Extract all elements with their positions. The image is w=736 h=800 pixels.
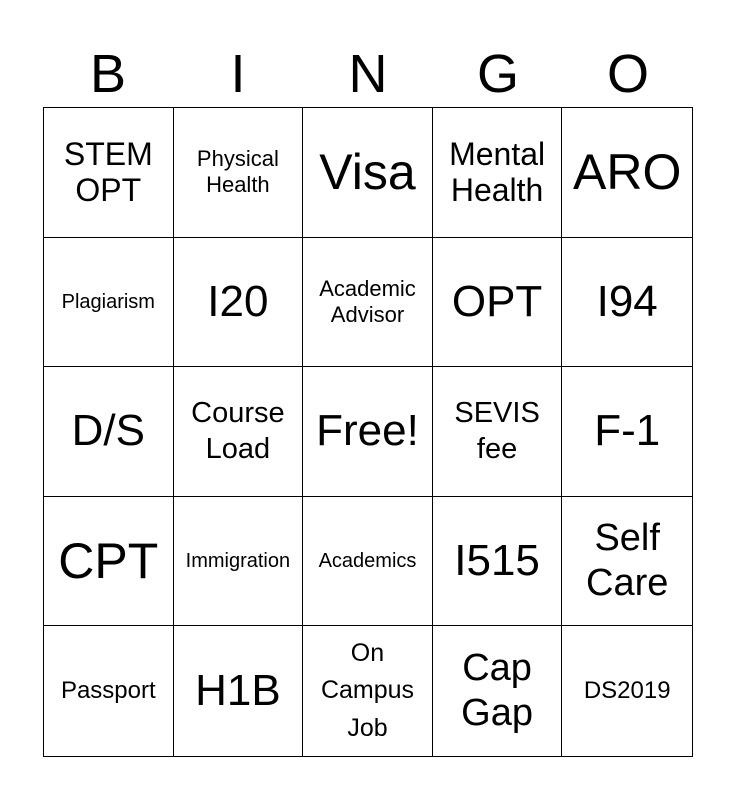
bingo-cell-passport[interactable]: Passport — [44, 626, 174, 756]
bingo-cell-cpt[interactable]: CPT — [44, 497, 174, 627]
bingo-cell-free-space[interactable]: Free! — [303, 367, 433, 497]
header-letter-n: N — [348, 44, 388, 104]
bingo-cell-sevis-fee[interactable]: SEVIS fee — [433, 367, 563, 497]
bingo-cell-aro[interactable]: ARO — [562, 108, 692, 238]
bingo-cell-stem-opt[interactable]: STEM OPT — [44, 108, 174, 238]
bingo-cell-opt[interactable]: OPT — [433, 238, 563, 368]
bingo-cell-cap-gap[interactable]: Cap Gap — [433, 626, 563, 756]
bingo-board — [43, 107, 693, 757]
header-letter-i: I — [230, 44, 246, 104]
bingo-cell-visa[interactable]: Visa — [303, 108, 433, 238]
bingo-cell-academics[interactable]: Academics — [303, 497, 433, 627]
header-letter-b: B — [89, 44, 127, 104]
bingo-cell-mental-health[interactable]: Mental Health — [433, 108, 563, 238]
bingo-cell-plagiarism[interactable]: Plagiarism — [44, 238, 174, 368]
bingo-cell-on-campus-job[interactable]: On Campus Job — [303, 626, 433, 756]
bingo-cell-self-care[interactable]: Self Care — [562, 497, 692, 627]
header-letter-o: O — [606, 44, 649, 104]
bingo-cell-course-load[interactable]: Course Load — [174, 367, 304, 497]
bingo-cell-i20[interactable]: I20 — [174, 238, 304, 368]
bingo-cell-physical-health[interactable]: Physical Health — [174, 108, 304, 238]
header-letter-g: G — [476, 44, 519, 104]
bingo-cell-academic-advisor[interactable]: Academic Advisor — [303, 238, 433, 368]
bingo-cell-immigration[interactable]: Immigration — [174, 497, 304, 627]
bingo-header — [43, 40, 693, 108]
bingo-cell-i515[interactable]: I515 — [433, 497, 563, 627]
bingo-cell-ds[interactable]: D/S — [44, 367, 174, 497]
bingo-cell-i94[interactable]: I94 — [562, 238, 692, 368]
bingo-cell-h1b[interactable]: H1B — [174, 626, 304, 756]
bingo-cell-ds2019[interactable]: DS2019 — [583, 677, 671, 704]
bingo-cell-f1[interactable]: F-1 — [562, 367, 692, 497]
